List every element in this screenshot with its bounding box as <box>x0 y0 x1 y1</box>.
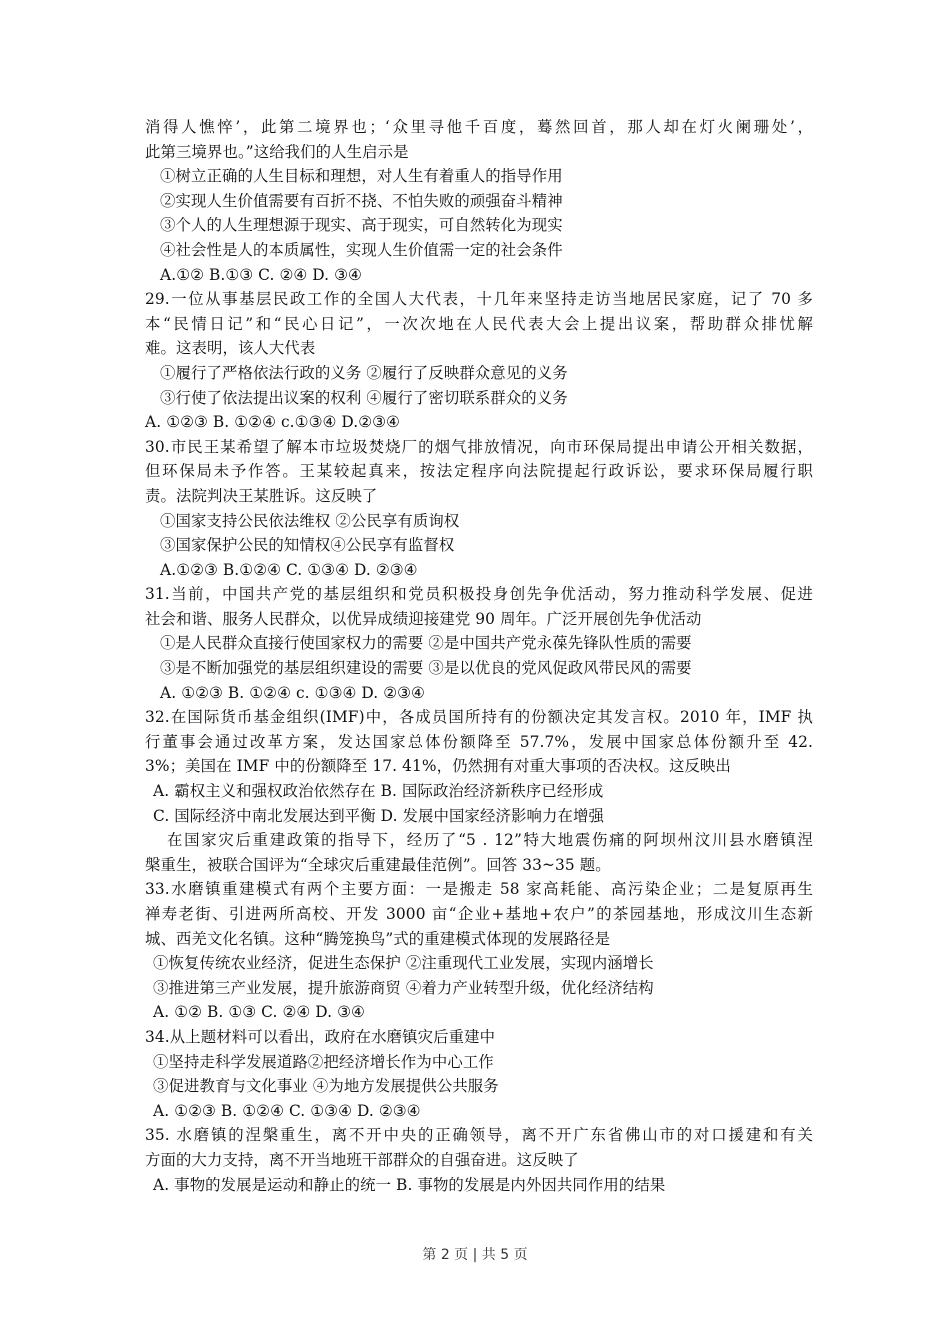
question-text-line: 30.市民王某希望了解本市垃圾焚烧厂的烟气排放情况，向市环保局提出申请公开相关数据， <box>145 437 813 456</box>
question-35 <box>145 1123 813 1197</box>
option-line: ①是人民群众直接行使国家权力的需要 ②是中国共产党永葆先锋队性质的需要 <box>160 634 692 653</box>
option-line: ①恢复传统农业经济，促进生态保护 ②注重现代工业发展，实现内涵增长 <box>153 954 654 973</box>
question-text-line: 难。这表明，该人大代表 <box>145 339 316 358</box>
option-line: ③行使了依法提出议案的权利 ④履行了密切联系群众的义务 <box>160 388 568 407</box>
answer-choices: A. ①② B. ①③ C. ②④ D. ③④ <box>153 1003 365 1022</box>
option-line: A. 霸权主义和强权政治依然存在 B. 国际政治经济新秩序已经形成 <box>153 782 604 801</box>
question-28-continuation <box>145 115 813 287</box>
question-text-line: 3%；美国在 IMF 中的份额降至 17. 41%，仍然拥有对重大事项的否决权。这反映出 <box>145 757 731 776</box>
question-text-line: 消得人憔悴’，此第二境界也；‘众里寻他千百度，蓦然回首，那人却在灯火阑珊处’， <box>145 118 813 136</box>
document-page <box>145 115 813 1197</box>
question-text-line: 34.从上题材料可以看出，政府在水磨镇灾后重建中 <box>145 1027 496 1046</box>
option-line: ③个人的人生理想源于现实、高于现实，可自然转化为现实 <box>160 216 563 235</box>
option-line: ①树立正确的人生目标和理想，对人生有着重人的指导作用 <box>160 167 563 186</box>
question-text-line: 31.当前，中国共产党的基层组织和党员积极投身创先争优活动，努力推动科学发展、促进 <box>145 585 813 604</box>
option-line: ③是不断加强党的基层组织建设的需要 ③是以优良的党风促政风带民风的需要 <box>160 659 692 678</box>
question-text-line: 此第三境界也。”这给我们的人生启示是 <box>145 142 409 161</box>
question-text-line: 本“民情日记”和“民心日记”，一次次地在人民代表大会上提出议案，帮助群众排忧解 <box>145 314 813 333</box>
question-text-line: 33.水磨镇重建模式有两个主要方面：一是搬走 58 家高耗能、高污染企业；二是复原再生 <box>145 880 813 899</box>
question-text-line: 社会和谐、服务人民群众，以优异成绩迎接建党 90 周年。广泛开展创先争优活动 <box>145 609 702 628</box>
answer-choices: A.①②③ B.①②④ C. ①③④ D. ②③④ <box>160 560 418 579</box>
option-line: ④社会性是人的本质属性，实现人生价值需一定的社会条件 <box>160 240 563 259</box>
question-text-line: 32.在国际货币基金组织(IMF)中，各成员国所持有的份额决定其发言权。2010 年，IMF 执 <box>145 708 813 727</box>
option-line: ③推进第三产业发展，提升旅游商贸 ④着力产业转型升级，优化经济结构 <box>153 978 654 997</box>
answer-choices: A.①② B.①③ C. ②④ D. ③④ <box>160 265 362 284</box>
option-line: ③国家保护公民的知情权④公民享有监督权 <box>160 536 455 555</box>
question-33 <box>145 877 813 1025</box>
question-text-line: 但环保局未予作答。王某较起真来，按法定程序向法院提起行政诉讼，要求环保局履行职 <box>145 462 813 481</box>
option-line: ③促进教育与文化事业 ④为地方发展提供公共服务 <box>153 1077 499 1096</box>
option-line: ①坚持走科学发展道路②把经济增长作为中心工作 <box>153 1052 494 1071</box>
question-31 <box>145 582 813 705</box>
question-text-line: 禅寿老街、引进两所高校、开发 3000 亩“企业+基地+农户”的茶园基地，形成汶川生态新 <box>145 905 813 923</box>
question-text-line: 行董事会通过改革方案，发达国家总体份额降至 57.7%，发展中国家总体份额升至 42. <box>145 732 813 751</box>
question-text-line: 29.一位从事基层民政工作的全国人大代表，十几年来坚持走访当地居民家庭，记了 70 多 <box>145 290 813 309</box>
question-29 <box>145 287 813 435</box>
question-text-line: 责。法院判决王某胜诉。这反映了 <box>145 486 378 505</box>
option-line: C. 国际经济中南北发展达到平衡 D. 发展中国家经济影响力在增强 <box>153 806 604 825</box>
option-line: A. 事物的发展是运动和静止的统一 B. 事物的发展是内外因共同作用的结果 <box>153 1175 666 1194</box>
question-34 <box>145 1025 813 1123</box>
question-text-line: 方面的大力支持，离不开当地班干部群众的自强奋进。这反映了 <box>145 1150 579 1169</box>
question-text-line: 城、西羌文化名镇。这种“腾笼换鸟”式的重建模式体现的发展路径是 <box>145 929 611 948</box>
answer-choices: A. ①②③ B. ①②④ c.①③④ D.②③④ <box>145 413 400 432</box>
option-line: ①国家支持公民依法维权 ②公民享有质询权 <box>160 511 460 530</box>
page-number-footer: 第 2 页 | 共 5 页 <box>422 1247 528 1263</box>
question-30 <box>145 435 813 583</box>
option-line: ②实现人生价值需要有百折不挠、不怕失败的顽强奋斗精神 <box>160 191 563 210</box>
material-text-line: 槃重生，被联合国评为“全球灾后重建最佳范例”。回答 33~35 题。 <box>145 855 611 874</box>
question-32 <box>145 705 813 828</box>
material-text-line: 在国家灾后重建政策的指导下，经历了“5 . 12”特大地震伤痛的阿坝州汶川县水磨镇涅 <box>167 831 813 850</box>
question-text-line: 35. 水磨镇的涅槃重生，离不开中央的正确领导，离不开广东省佛山市的对口援建和有关 <box>145 1126 813 1145</box>
answer-choices: A. ①②③ B. ①②④ c. ①③④ D. ②③④ <box>160 683 425 702</box>
answer-choices: A. ①②③ B. ①②④ C. ①③④ D. ②③④ <box>153 1101 421 1120</box>
reading-material <box>145 828 813 877</box>
option-line: ①履行了严格依法行政的义务 ②履行了反映群众意见的义务 <box>160 363 568 382</box>
